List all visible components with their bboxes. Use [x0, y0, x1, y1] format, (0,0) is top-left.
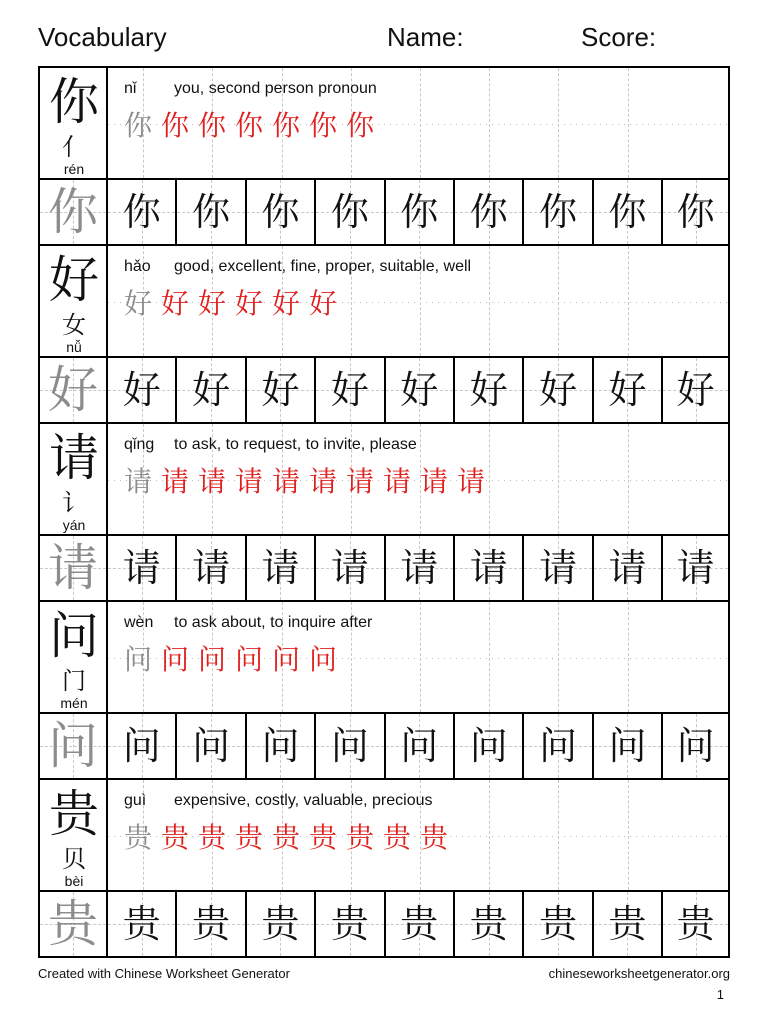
practice-cell: [663, 892, 728, 956]
practice-cell: [316, 180, 385, 244]
practice-cell: [524, 180, 593, 244]
guide-line: [558, 780, 559, 890]
main-character: 你: [49, 73, 99, 131]
worksheet-header: [38, 22, 730, 58]
practice-cell: [524, 358, 593, 422]
practice-cell: [594, 536, 663, 600]
stroke-step: 你: [272, 109, 301, 142]
practice-cell: [524, 892, 593, 956]
radical: 讠: [62, 489, 86, 517]
stroke-step: 好: [161, 287, 190, 320]
handwritten-character: 你: [676, 190, 715, 234]
trace-cell: [40, 536, 108, 600]
handwritten-character: 你: [608, 190, 647, 234]
stroke-order-sequence: [124, 820, 457, 856]
guide-line: [420, 68, 421, 178]
trace-character: 贵: [48, 895, 98, 953]
vocab-entry-row: [38, 68, 730, 180]
practice-cell: [386, 358, 455, 422]
handwritten-character: 贵: [261, 902, 300, 946]
handwritten-character: 问: [469, 724, 508, 768]
stroke-step: 请: [309, 465, 338, 498]
practice-cell: [316, 714, 385, 778]
stroke-step: 请: [457, 465, 486, 498]
stroke-step: 你: [124, 109, 153, 142]
vocab-entry-row: [38, 424, 730, 536]
practice-cell: [108, 180, 177, 244]
guide-line: [628, 424, 629, 534]
handwritten-character: 你: [192, 190, 231, 234]
practice-row: [38, 536, 730, 602]
practice-cell: [177, 892, 246, 956]
guide-line: [489, 780, 490, 890]
trace-character: 请: [48, 539, 98, 597]
radical-pinyin: rén: [63, 161, 85, 177]
handwritten-character: 请: [469, 546, 508, 590]
english-meaning: good, excellent, fine, proper, suitable, well: [174, 258, 472, 275]
pinyin: guì: [124, 792, 147, 809]
stroke-step: 贵: [346, 821, 375, 854]
english-meaning: to ask about, to inquire after: [174, 614, 373, 631]
guide-line: [558, 424, 559, 534]
main-character: 问: [49, 607, 99, 665]
practice-cell: [108, 714, 177, 778]
practice-row: [38, 180, 730, 246]
practice-cell: [108, 358, 177, 422]
guide-line: [558, 246, 559, 356]
main-character: 贵: [49, 785, 99, 843]
handwritten-character: 请: [261, 546, 300, 590]
practice-row: [38, 358, 730, 424]
handwritten-character: 好: [539, 368, 578, 412]
vocabulary-title: Vocabulary: [38, 22, 167, 52]
stroke-step: 你: [198, 109, 227, 142]
radical: 女: [62, 311, 86, 339]
stroke-step: 贵: [383, 821, 412, 854]
handwritten-character: 问: [330, 724, 369, 768]
practice-row: [38, 714, 730, 780]
stroke-step: 贵: [124, 821, 153, 854]
stroke-step: 问: [124, 643, 153, 676]
stroke-step: 好: [124, 287, 153, 320]
practice-cell: [524, 714, 593, 778]
handwritten-character: 问: [608, 724, 647, 768]
definition-area: [108, 68, 728, 178]
handwritten-character: 你: [400, 190, 439, 234]
stroke-step: 贵: [272, 821, 301, 854]
handwritten-character: 你: [539, 190, 578, 234]
guide-line: [558, 602, 559, 712]
handwritten-character: 请: [608, 546, 647, 590]
handwritten-character: 请: [192, 546, 231, 590]
practice-cell: [177, 180, 246, 244]
definition-area: [108, 424, 728, 534]
guide-line: [558, 68, 559, 178]
trace-cell: [40, 358, 108, 422]
stroke-step: 问: [235, 643, 264, 676]
stroke-step: 请: [235, 465, 264, 498]
practice-cell: [594, 892, 663, 956]
handwritten-character: 贵: [469, 902, 508, 946]
handwritten-character: 问: [261, 724, 300, 768]
trace-character: 好: [48, 361, 98, 419]
handwritten-character: 好: [261, 368, 300, 412]
english-meaning: to ask, to request, to invite, please: [174, 436, 417, 453]
practice-cell: [177, 714, 246, 778]
page-number: 1: [716, 987, 724, 1002]
handwritten-character: 问: [192, 724, 231, 768]
radical-pinyin: nǚ: [66, 339, 82, 355]
trace-cell: [40, 714, 108, 778]
stroke-step: 好: [235, 287, 264, 320]
footer-credit: Created with Chinese Worksheet Generator: [38, 966, 290, 981]
stroke-step: 好: [309, 287, 338, 320]
name-label: Name:: [387, 22, 464, 52]
practice-cell: [177, 536, 246, 600]
vocab-entry-row: [38, 602, 730, 714]
stroke-step: 贵: [420, 821, 449, 854]
guide-line: [489, 602, 490, 712]
character-cell: [40, 68, 108, 178]
handwritten-character: 你: [469, 190, 508, 234]
vocab-entry-row: [38, 780, 730, 892]
handwritten-character: 贵: [400, 902, 439, 946]
handwritten-character: 贵: [608, 902, 647, 946]
handwritten-character: 请: [330, 546, 369, 590]
stroke-step: 好: [272, 287, 301, 320]
guide-line: [489, 246, 490, 356]
radical-pinyin: bèi: [64, 873, 84, 889]
stroke-step: 贵: [235, 821, 264, 854]
stroke-order-sequence: [124, 108, 383, 144]
guide-line: [489, 68, 490, 178]
stroke-step: 请: [161, 465, 190, 498]
trace-cell: [40, 180, 108, 244]
handwritten-character: 贵: [330, 902, 369, 946]
stroke-step: 好: [198, 287, 227, 320]
trace-cell: [40, 892, 108, 956]
handwritten-character: 贵: [676, 902, 715, 946]
worksheet-grid: [38, 66, 730, 958]
radical-pinyin: yán: [62, 517, 86, 533]
handwritten-character: 贵: [539, 902, 578, 946]
stroke-step: 请: [272, 465, 301, 498]
practice-cell: [108, 536, 177, 600]
handwritten-character: 问: [122, 724, 161, 768]
radical: 门: [62, 667, 86, 695]
practice-cell: [386, 180, 455, 244]
stroke-step: 你: [346, 109, 375, 142]
handwritten-character: 你: [122, 190, 161, 234]
stroke-order-sequence: [124, 642, 346, 678]
stroke-step: 问: [309, 643, 338, 676]
handwritten-character: 贵: [122, 902, 161, 946]
stroke-step: 问: [198, 643, 227, 676]
handwritten-character: 请: [400, 546, 439, 590]
stroke-step: 贵: [198, 821, 227, 854]
stroke-step: 请: [383, 465, 412, 498]
handwritten-character: 请: [539, 546, 578, 590]
practice-cell: [455, 180, 524, 244]
stroke-step: 贵: [161, 821, 190, 854]
handwritten-character: 好: [330, 368, 369, 412]
handwritten-character: 问: [676, 724, 715, 768]
guide-line: [628, 68, 629, 178]
practice-cell: [455, 714, 524, 778]
main-character: 请: [49, 429, 99, 487]
practice-cell: [108, 892, 177, 956]
practice-cell: [455, 892, 524, 956]
practice-cell: [247, 892, 316, 956]
definition-area: [108, 602, 728, 712]
practice-cell: [594, 714, 663, 778]
stroke-step: 你: [235, 109, 264, 142]
handwritten-character: 问: [400, 724, 439, 768]
character-cell: [40, 602, 108, 712]
character-cell: [40, 246, 108, 356]
handwritten-character: 好: [469, 368, 508, 412]
handwritten-character: 你: [330, 190, 369, 234]
practice-row: [38, 892, 730, 958]
practice-cell: [455, 536, 524, 600]
practice-cell: [316, 358, 385, 422]
stroke-step: 请: [198, 465, 227, 498]
stroke-step: 贵: [309, 821, 338, 854]
practice-cell: [594, 358, 663, 422]
handwritten-character: 好: [122, 368, 161, 412]
definition-area: [108, 246, 728, 356]
practice-cell: [455, 358, 524, 422]
practice-cell: [316, 536, 385, 600]
english-meaning: you, second person pronoun: [174, 80, 377, 97]
pinyin: qǐng: [124, 436, 155, 453]
stroke-step: 请: [420, 465, 449, 498]
pinyin: hǎo: [124, 258, 151, 275]
practice-cell: [177, 358, 246, 422]
main-character: 好: [49, 251, 99, 309]
handwritten-character: 贵: [192, 902, 231, 946]
character-cell: [40, 424, 108, 534]
handwritten-character: 好: [608, 368, 647, 412]
handwritten-character: 请: [122, 546, 161, 590]
practice-cell: [663, 180, 728, 244]
guide-line: [628, 246, 629, 356]
radical: 亻: [62, 133, 86, 161]
footer-website: chineseworksheetgenerator.org: [548, 966, 730, 981]
practice-cell: [663, 358, 728, 422]
stroke-step: 问: [161, 643, 190, 676]
stroke-step: 请: [124, 465, 153, 498]
handwritten-character: 好: [192, 368, 231, 412]
practice-cell: [663, 536, 728, 600]
vocab-entry-row: [38, 246, 730, 358]
handwritten-character: 好: [676, 368, 715, 412]
trace-character: 你: [48, 183, 98, 241]
practice-cell: [247, 714, 316, 778]
radical-pinyin: mén: [60, 695, 88, 711]
practice-cell: [247, 358, 316, 422]
handwritten-character: 请: [676, 546, 715, 590]
practice-cell: [316, 892, 385, 956]
practice-cell: [386, 892, 455, 956]
trace-character: 问: [48, 717, 98, 775]
practice-cell: [594, 180, 663, 244]
stroke-order-sequence: [124, 286, 346, 322]
stroke-order-sequence: [124, 464, 494, 500]
handwritten-character: 好: [400, 368, 439, 412]
practice-cell: [247, 180, 316, 244]
pinyin: wèn: [124, 614, 154, 631]
guide-line: [628, 602, 629, 712]
handwritten-character: 问: [539, 724, 578, 768]
stroke-step: 你: [161, 109, 190, 142]
pinyin: nǐ: [124, 80, 137, 97]
character-cell: [40, 780, 108, 890]
practice-cell: [386, 714, 455, 778]
handwritten-character: 你: [261, 190, 300, 234]
practice-cell: [663, 714, 728, 778]
english-meaning: expensive, costly, valuable, precious: [174, 792, 433, 809]
definition-area: [108, 780, 728, 890]
guide-line: [628, 780, 629, 890]
radical: 贝: [62, 845, 86, 873]
stroke-step: 请: [346, 465, 375, 498]
practice-cell: [386, 536, 455, 600]
guide-line: [420, 602, 421, 712]
score-label: Score:: [581, 22, 657, 52]
practice-cell: [247, 536, 316, 600]
stroke-step: 你: [309, 109, 338, 142]
practice-cell: [524, 536, 593, 600]
stroke-step: 问: [272, 643, 301, 676]
